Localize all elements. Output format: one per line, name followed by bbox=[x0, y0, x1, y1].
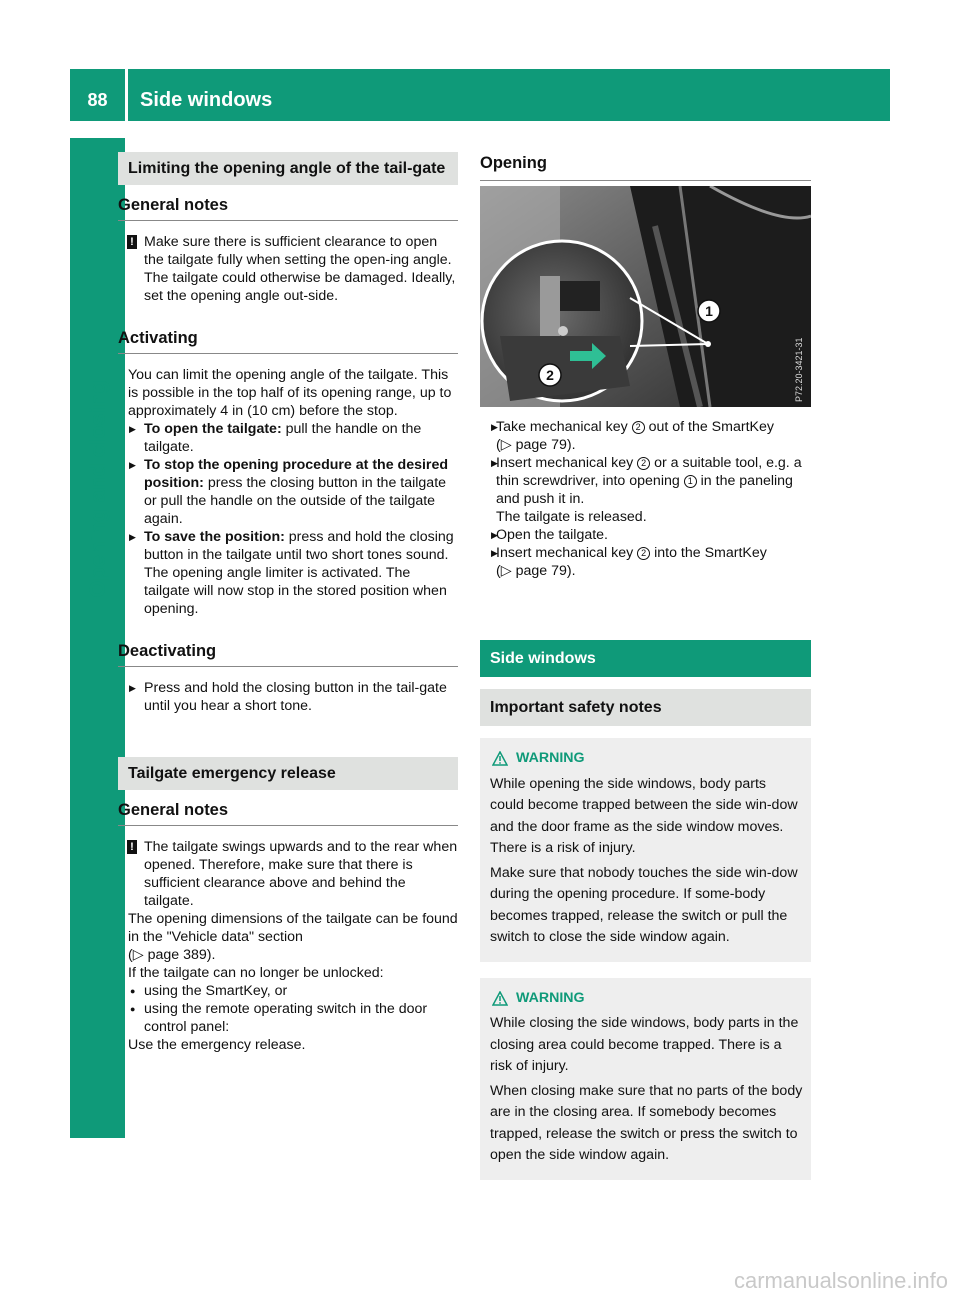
chapter-title-vertical: Opening and closing bbox=[85, 380, 110, 598]
step-open-tailgate-2: ▶ Open the tailgate. bbox=[480, 526, 811, 544]
step-insert-key: ▶ Insert mechanical key 2 or a suitable tool, e.g. a thin screwdriver, into opening 1 in the paneling and push it in. bbox=[480, 454, 811, 508]
warning-title: WARNING bbox=[490, 748, 803, 770]
step-insert-key-back: ▶ Insert mechanical key 2 into the SmartKey bbox=[480, 544, 811, 562]
page-ref-icon: ▷ bbox=[500, 563, 512, 579]
right-column-steps bbox=[480, 418, 811, 580]
section-heading-side-windows: Side windows bbox=[480, 640, 811, 677]
subheading-general-notes: General notes bbox=[118, 194, 458, 221]
page-title: Side windows bbox=[140, 89, 273, 111]
dimensions-ref: (▷ page 389). bbox=[128, 947, 216, 963]
callout-2-ref: 2 bbox=[637, 457, 650, 470]
warning-box-closing bbox=[480, 978, 811, 1180]
warning-box-opening bbox=[480, 738, 811, 962]
warning-triangle-icon bbox=[492, 991, 508, 1006]
warning-text: While opening the side windows, body parts could become trapped between the side win-dow and the door frame as the side window moves. There is a risk of injury. bbox=[490, 775, 798, 856]
warning-triangle-icon bbox=[492, 751, 508, 766]
exclamation-icon: ! bbox=[127, 235, 137, 249]
section-heading-emergency-release: Tailgate emergency release bbox=[118, 757, 458, 790]
callout-1: 1 bbox=[705, 303, 713, 319]
notice-swing: ! The tailgate swings upwards and to the rear when opened. Therefore, make sure that there is sufficient clearance above and behind the tailgate. bbox=[118, 838, 458, 910]
activating-text: You can limit the opening angle of the tailgate. This is possible in the top half of its opening range, up to approximately 4 in (10 cm) before the stop. bbox=[128, 367, 452, 419]
callout-2-ref: 2 bbox=[637, 547, 650, 560]
watermark: carmanualsonline.info bbox=[733, 1268, 948, 1293]
final-text: Use the emergency release. bbox=[128, 1037, 306, 1053]
step-insert-result: The tailgate is released. bbox=[496, 509, 647, 525]
page-number: 88 bbox=[87, 90, 108, 110]
subheading-activating: Activating bbox=[118, 327, 458, 354]
chapter-sidebar bbox=[70, 138, 125, 1138]
list-item: ● using the remote operating switch in the door control panel: bbox=[118, 1000, 458, 1036]
right-column bbox=[480, 152, 811, 181]
step-take-key: ▶ Take mechanical key 2 out of the SmartKey bbox=[480, 418, 811, 436]
list-item: ● using the SmartKey, or bbox=[118, 982, 458, 1000]
warning-title: WARNING bbox=[490, 988, 803, 1010]
right-column-safety bbox=[480, 640, 811, 1180]
subheading-opening: Opening bbox=[480, 152, 811, 181]
left-column bbox=[118, 152, 458, 1054]
warning-text: When closing make sure that no parts of the body are in the closing area. If somebody becomes trapped, release the switch or press the switch to open the side window again. bbox=[490, 1082, 803, 1163]
callout-2: 2 bbox=[546, 367, 554, 383]
subheading-deactivating: Deactivating bbox=[118, 640, 458, 667]
image-code: P72.20-3421-31 bbox=[794, 337, 804, 402]
page-ref-icon: ▷ bbox=[132, 947, 144, 963]
page-header bbox=[70, 69, 890, 121]
subheading-important-safety: Important safety notes bbox=[480, 689, 811, 726]
header-divider bbox=[125, 69, 128, 121]
step-stop-opening: ▶ To stop the opening procedure at the desired position: press the closing button in the tailgate or pull the handle on the outside of the tailgate again. bbox=[118, 456, 458, 528]
step-open-tailgate: ▶ To open the tailgate: pull the handle on the tailgate. bbox=[118, 420, 458, 456]
notice-clearance: ! Make sure there is sufficient clearance to open the tailgate fully when setting the open-ing angle. The tailgate could otherwise be damaged. Ideally, set the opening angle out-side. bbox=[118, 233, 458, 305]
warning-text: Make sure that nobody touches the side win-dow during the opening procedure. If some-body becomes trapped, release the switch or pull the switch to close the side window again. bbox=[490, 864, 798, 945]
callout-2-ref: 2 bbox=[632, 421, 645, 434]
step-save-result: The opening angle limiter is activated. The tailgate will now stop in the stored position when opening. bbox=[144, 565, 447, 617]
callout-1-ref: 1 bbox=[684, 475, 697, 488]
step-insert-key-back-ref: (▷ page 79). bbox=[496, 563, 576, 579]
page-ref-icon: ▷ bbox=[500, 437, 512, 453]
section-heading-limiting: Limiting the opening angle of the tail-gate bbox=[118, 152, 458, 185]
tailgate-illustration bbox=[480, 186, 811, 407]
step-save-position: ▶ To save the position: press and hold the closing button in the tailgate until two short tones sound. bbox=[118, 528, 458, 564]
step-take-key-ref: (▷ page 79). bbox=[496, 437, 576, 453]
subheading-general-notes-2: General notes bbox=[118, 799, 458, 826]
exclamation-icon: ! bbox=[127, 840, 137, 854]
step-deactivate: ▶ Press and hold the closing button in the tail-gate until you hear a short tone. bbox=[118, 679, 458, 715]
dimensions-text: The opening dimensions of the tailgate can be found in the "Vehicle data" section bbox=[128, 911, 458, 945]
warning-text: While closing the side windows, body parts in the closing area could become trapped. There is a risk of injury. bbox=[490, 1015, 799, 1074]
unlock-text: If the tailgate can no longer be unlocked: bbox=[128, 965, 384, 981]
